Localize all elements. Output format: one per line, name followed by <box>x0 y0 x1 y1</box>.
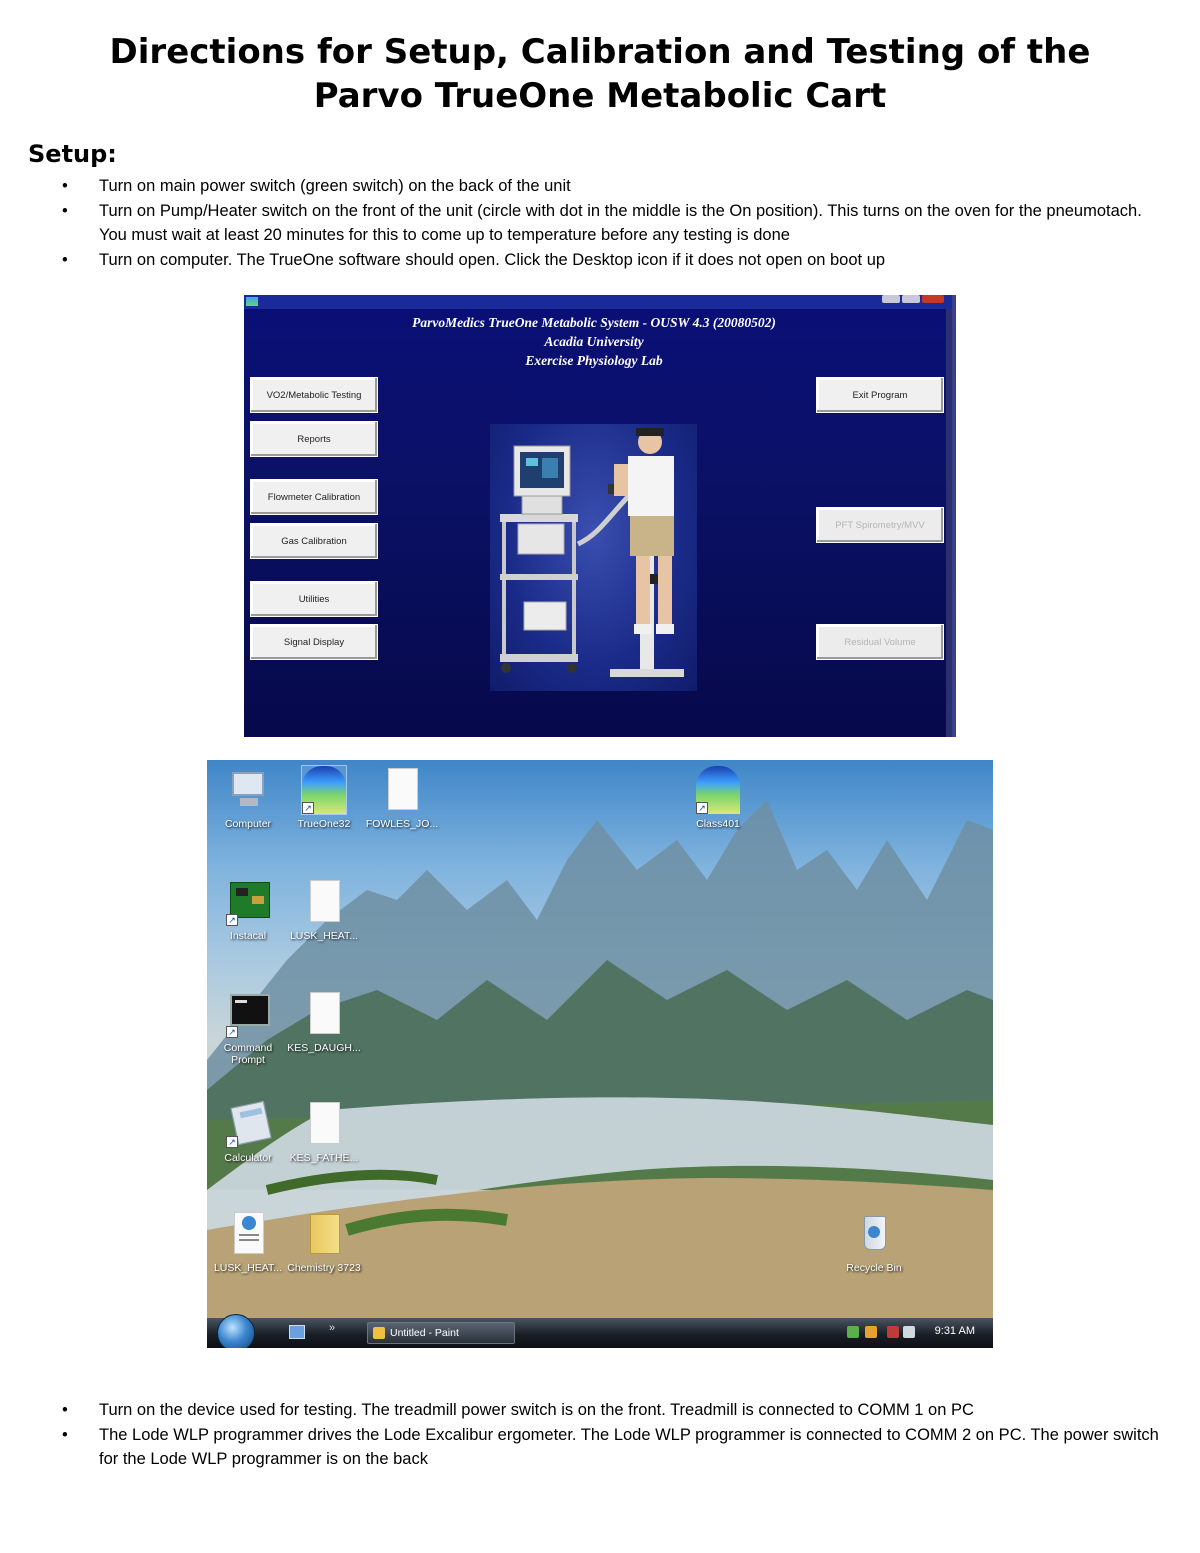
icon-label: Class401 <box>696 818 740 830</box>
taskbar-clock[interactable]: 9:31 AM <box>934 1325 975 1337</box>
icon-label: Calculator <box>224 1152 272 1164</box>
list-item <box>62 1423 1162 1472</box>
command-prompt-icon: ↗ <box>226 990 270 1038</box>
cart-and-cyclist-illustration <box>490 424 697 691</box>
system-tray <box>843 1320 993 1346</box>
tray-warning-icon[interactable] <box>865 1326 877 1338</box>
desktop-icon-instacal[interactable] <box>207 878 289 942</box>
network-icon[interactable] <box>887 1326 899 1338</box>
document-title <box>0 30 1200 118</box>
desktop-icon-lusk-heat-web[interactable] <box>207 1210 289 1274</box>
software-lab: Exercise Physiology Lab <box>525 353 663 368</box>
paint-icon <box>373 1327 385 1339</box>
trueone-software-window <box>244 295 956 737</box>
volume-icon[interactable] <box>903 1326 915 1338</box>
icon-label: Instacal <box>229 930 267 942</box>
title-line-2: Parvo TrueOne Metabolic Cart <box>313 76 887 116</box>
metabolic-cart-photo <box>490 424 697 691</box>
exit-program-button[interactable]: Exit Program <box>816 377 944 413</box>
desktop-icon-lusk-heat-doc[interactable] <box>283 878 365 942</box>
utilities-button[interactable]: Utilities <box>250 581 378 617</box>
desktop-icon-computer[interactable] <box>207 766 289 830</box>
icon-label: KES_DAUGH... <box>287 1042 361 1054</box>
flowmeter-calibration-button[interactable]: Flowmeter Calibration <box>250 479 378 515</box>
document-icon <box>302 878 346 926</box>
document-icon <box>302 990 346 1038</box>
taskbar-paint-button[interactable] <box>367 1322 515 1344</box>
signal-display-button[interactable]: Signal Display <box>250 624 378 660</box>
desktop-icon-class401[interactable] <box>677 766 759 830</box>
web-document-icon <box>226 1210 270 1258</box>
step-text: The Lode WLP programmer drives the Lode Excalibur ergometer. The Lode WLP programmer is connected to COMM 2 on PC. The power switch for the Lode WLP programmer is on the back <box>99 1425 1159 1468</box>
desktop-icon-recycle-bin[interactable] <box>833 1210 915 1274</box>
close-icon[interactable] <box>922 295 944 303</box>
desktop-icon-trueone32[interactable] <box>283 766 365 830</box>
title-line-1: Directions for Setup, Calibration and Testing of the <box>109 32 1091 72</box>
desktop-icon-chemistry-folder[interactable] <box>283 1210 365 1274</box>
minimize-icon[interactable] <box>882 295 900 303</box>
bullet-icon: • <box>62 1401 68 1419</box>
setup-steps-list <box>62 174 1162 272</box>
desktop-icon-fowles-doc[interactable] <box>361 766 443 830</box>
step-text: Turn on Pump/Heater switch on the front of the unit (circle with dot in the middle is the On position). This turns on the oven for the pneumotach. You must wait at least 20 minutes for this to come up to temperature before any testing is done <box>99 201 1142 244</box>
desktop-screenshot <box>207 760 993 1348</box>
trueone-icon: ↗ <box>302 766 346 814</box>
bullet-icon: • <box>62 177 68 195</box>
pft-spirometry-button: PFT Spirometry/MVV <box>816 507 944 543</box>
trueone-icon: ↗ <box>696 766 740 814</box>
icon-label: KES_FATHE... <box>289 1152 359 1164</box>
list-item <box>62 174 1162 199</box>
icon-label: LUSK_HEAT... <box>213 1262 283 1274</box>
window-scrollbar[interactable] <box>946 309 952 737</box>
desktop-icon-kes-fathe-doc[interactable] <box>283 1100 365 1164</box>
icon-label: Recycle Bin <box>846 1262 902 1274</box>
step-text: Turn on computer. The TrueOne software should open. Click the Desktop icon if it does not open on boot up <box>99 250 886 269</box>
tray-app-icon[interactable] <box>847 1326 859 1338</box>
icon-label: Computer <box>224 818 272 830</box>
list-item <box>62 248 1162 273</box>
app-icon <box>246 297 258 306</box>
software-heading <box>244 313 944 370</box>
circuit-board-icon: ↗ <box>226 878 270 926</box>
step-text: Turn on main power switch (green switch) on the back of the unit <box>99 177 571 195</box>
setup-heading: Setup: <box>28 140 117 168</box>
bullet-icon: • <box>62 201 68 220</box>
show-desktop-icon[interactable] <box>289 1325 305 1339</box>
gas-calibration-button[interactable]: Gas Calibration <box>250 523 378 559</box>
taskbar <box>207 1318 993 1348</box>
desktop-icon-calculator[interactable] <box>207 1100 289 1164</box>
icon-label: Command Prompt <box>223 1042 273 1066</box>
computer-icon <box>226 766 270 814</box>
folder-icon <box>302 1210 346 1258</box>
bullet-icon: • <box>62 1425 68 1444</box>
software-institution: Acadia University <box>544 334 644 349</box>
desktop-icon-command-prompt[interactable] <box>207 990 289 1066</box>
list-item <box>62 199 1162 248</box>
desktop-icon-kes-daugh-doc[interactable] <box>283 990 365 1054</box>
document-icon <box>380 766 424 814</box>
quick-launch-overflow[interactable]: » <box>329 1322 336 1334</box>
document-icon <box>302 1100 346 1148</box>
software-title: ParvoMedics TrueOne Metabolic System - OUSW 4.3 (20080502) <box>412 315 776 330</box>
step-text: Turn on the device used for testing. The treadmill power switch is on the front. Treadmill is connected to COMM 1 on PC <box>99 1401 974 1419</box>
icon-label: FOWLES_JO... <box>365 818 439 830</box>
icon-label: Chemistry 3723 <box>287 1262 361 1274</box>
list-item <box>62 1398 1162 1423</box>
recycle-bin-icon <box>852 1210 896 1258</box>
residual-volume-button: Residual Volume <box>816 624 944 660</box>
start-button[interactable] <box>217 1314 255 1348</box>
task-label: Untitled - Paint <box>390 1327 459 1339</box>
window-titlebar <box>244 295 952 309</box>
bullet-icon: • <box>62 250 68 269</box>
maximize-icon[interactable] <box>902 295 920 303</box>
icon-label: LUSK_HEAT... <box>289 930 359 942</box>
calculator-icon: ↗ <box>226 1100 270 1148</box>
vo2-metabolic-testing-button[interactable]: VO2/Metabolic Testing <box>250 377 378 413</box>
reports-button[interactable]: Reports <box>250 421 378 457</box>
icon-label: TrueOne32 <box>297 818 351 830</box>
device-steps-list <box>62 1398 1162 1472</box>
